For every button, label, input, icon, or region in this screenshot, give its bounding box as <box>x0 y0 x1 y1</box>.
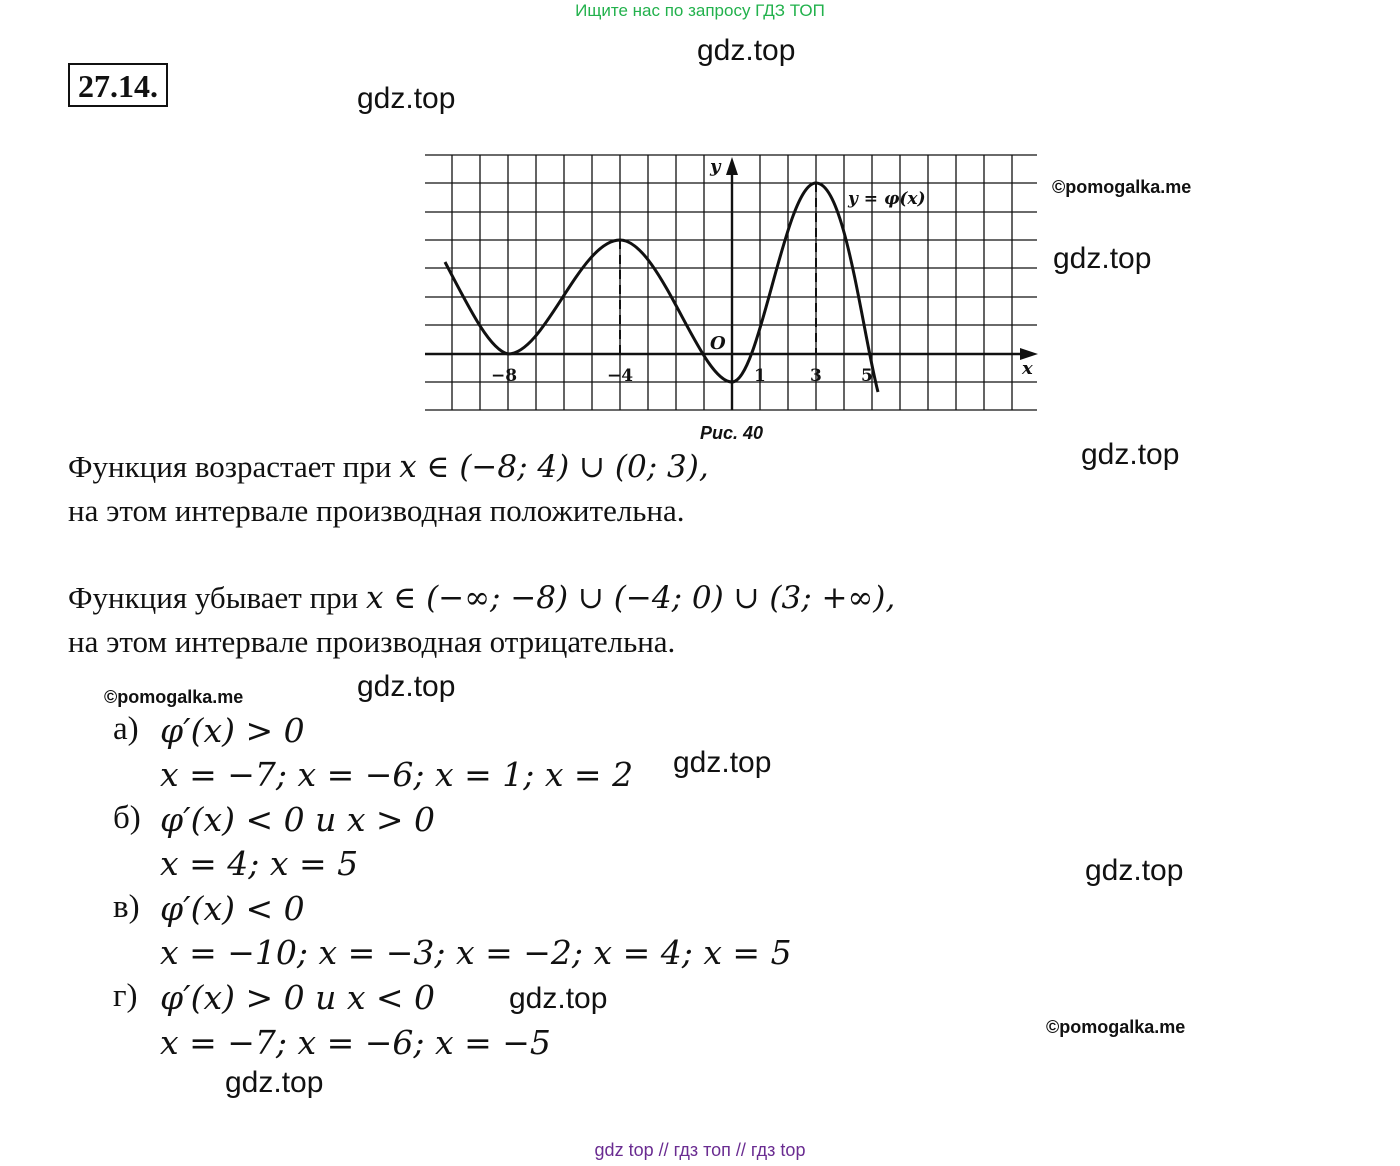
increase-line <box>68 449 709 485</box>
item-answer: x = −7; x = −6; x = −5 <box>160 1023 551 1062</box>
item-condition: φ′(x) > 0 и x < 0 <box>160 978 436 1017</box>
decrease-line <box>68 580 895 616</box>
item-answer: x = 4; x = 5 <box>160 844 359 883</box>
tick-label: 3 <box>810 366 822 386</box>
watermark-pomogalka: ©pomogalka.me <box>104 687 244 707</box>
increase-note: на этом интервале производная положительна. <box>68 493 685 528</box>
y-axis-label: y <box>710 156 721 177</box>
tick-label: 1 <box>754 366 766 386</box>
x-axis-label: x <box>1022 358 1033 379</box>
footer-links[interactable]: gdz top // гдз топ // гдз top <box>594 1140 806 1160</box>
function-graph <box>420 150 1045 415</box>
figure-caption: Рис. 40 <box>700 423 764 443</box>
function-curve <box>445 183 878 392</box>
watermark-gdz: gdz.top <box>1085 854 1184 887</box>
increase-prefix: Функция возрастает при <box>68 449 400 484</box>
decrease-note: на этом интервале производная отрицательна. <box>68 624 676 659</box>
origin-label: O <box>710 333 726 354</box>
increase-interval: x ∈ (−8; 4) ∪ (0; 3), <box>399 449 709 485</box>
top-banner[interactable]: Ищите нас по запросу ГДЗ ТОП <box>575 1 825 20</box>
decrease-interval: x ∈ (−∞; −8) ∪ (−4; 0) ∪ (3; +∞), <box>366 580 896 616</box>
item-letter: б) <box>113 800 141 836</box>
tick-label: −4 <box>607 366 634 386</box>
watermark-pomogalka: ©pomogalka.me <box>1052 177 1192 197</box>
watermark-pomogalka: ©pomogalka.me <box>1046 1017 1186 1037</box>
problem-number: 27.14. <box>68 63 168 107</box>
watermark-gdz: gdz.top <box>673 746 772 779</box>
item-letter: г) <box>113 978 138 1014</box>
item-letter: в) <box>113 889 140 925</box>
item-answer: x = −10; x = −3; x = −2; x = 4; x = 5 <box>160 933 792 972</box>
item-answer: x = −7; x = −6; x = 1; x = 2 <box>160 755 634 794</box>
decrease-prefix: Функция убывает при <box>68 580 366 615</box>
item-condition: φ′(x) < 0 и x > 0 <box>160 800 436 839</box>
watermark-gdz: gdz.top <box>1081 438 1180 471</box>
curve-label: y = φ(x) <box>848 189 926 209</box>
watermark-gdz: gdz.top <box>357 670 456 703</box>
watermark-gdz: gdz.top <box>697 34 796 67</box>
item-letter: а) <box>113 711 139 747</box>
watermark-gdz: gdz.top <box>357 82 456 115</box>
item-condition: φ′(x) < 0 <box>160 889 305 928</box>
tick-label: −8 <box>491 366 518 386</box>
tick-label: 5 <box>861 366 873 386</box>
watermark-gdz: gdz.top <box>225 1066 324 1099</box>
watermark-gdz: gdz.top <box>509 982 608 1015</box>
item-condition: φ′(x) > 0 <box>160 711 305 750</box>
watermark-gdz: gdz.top <box>1053 242 1152 275</box>
